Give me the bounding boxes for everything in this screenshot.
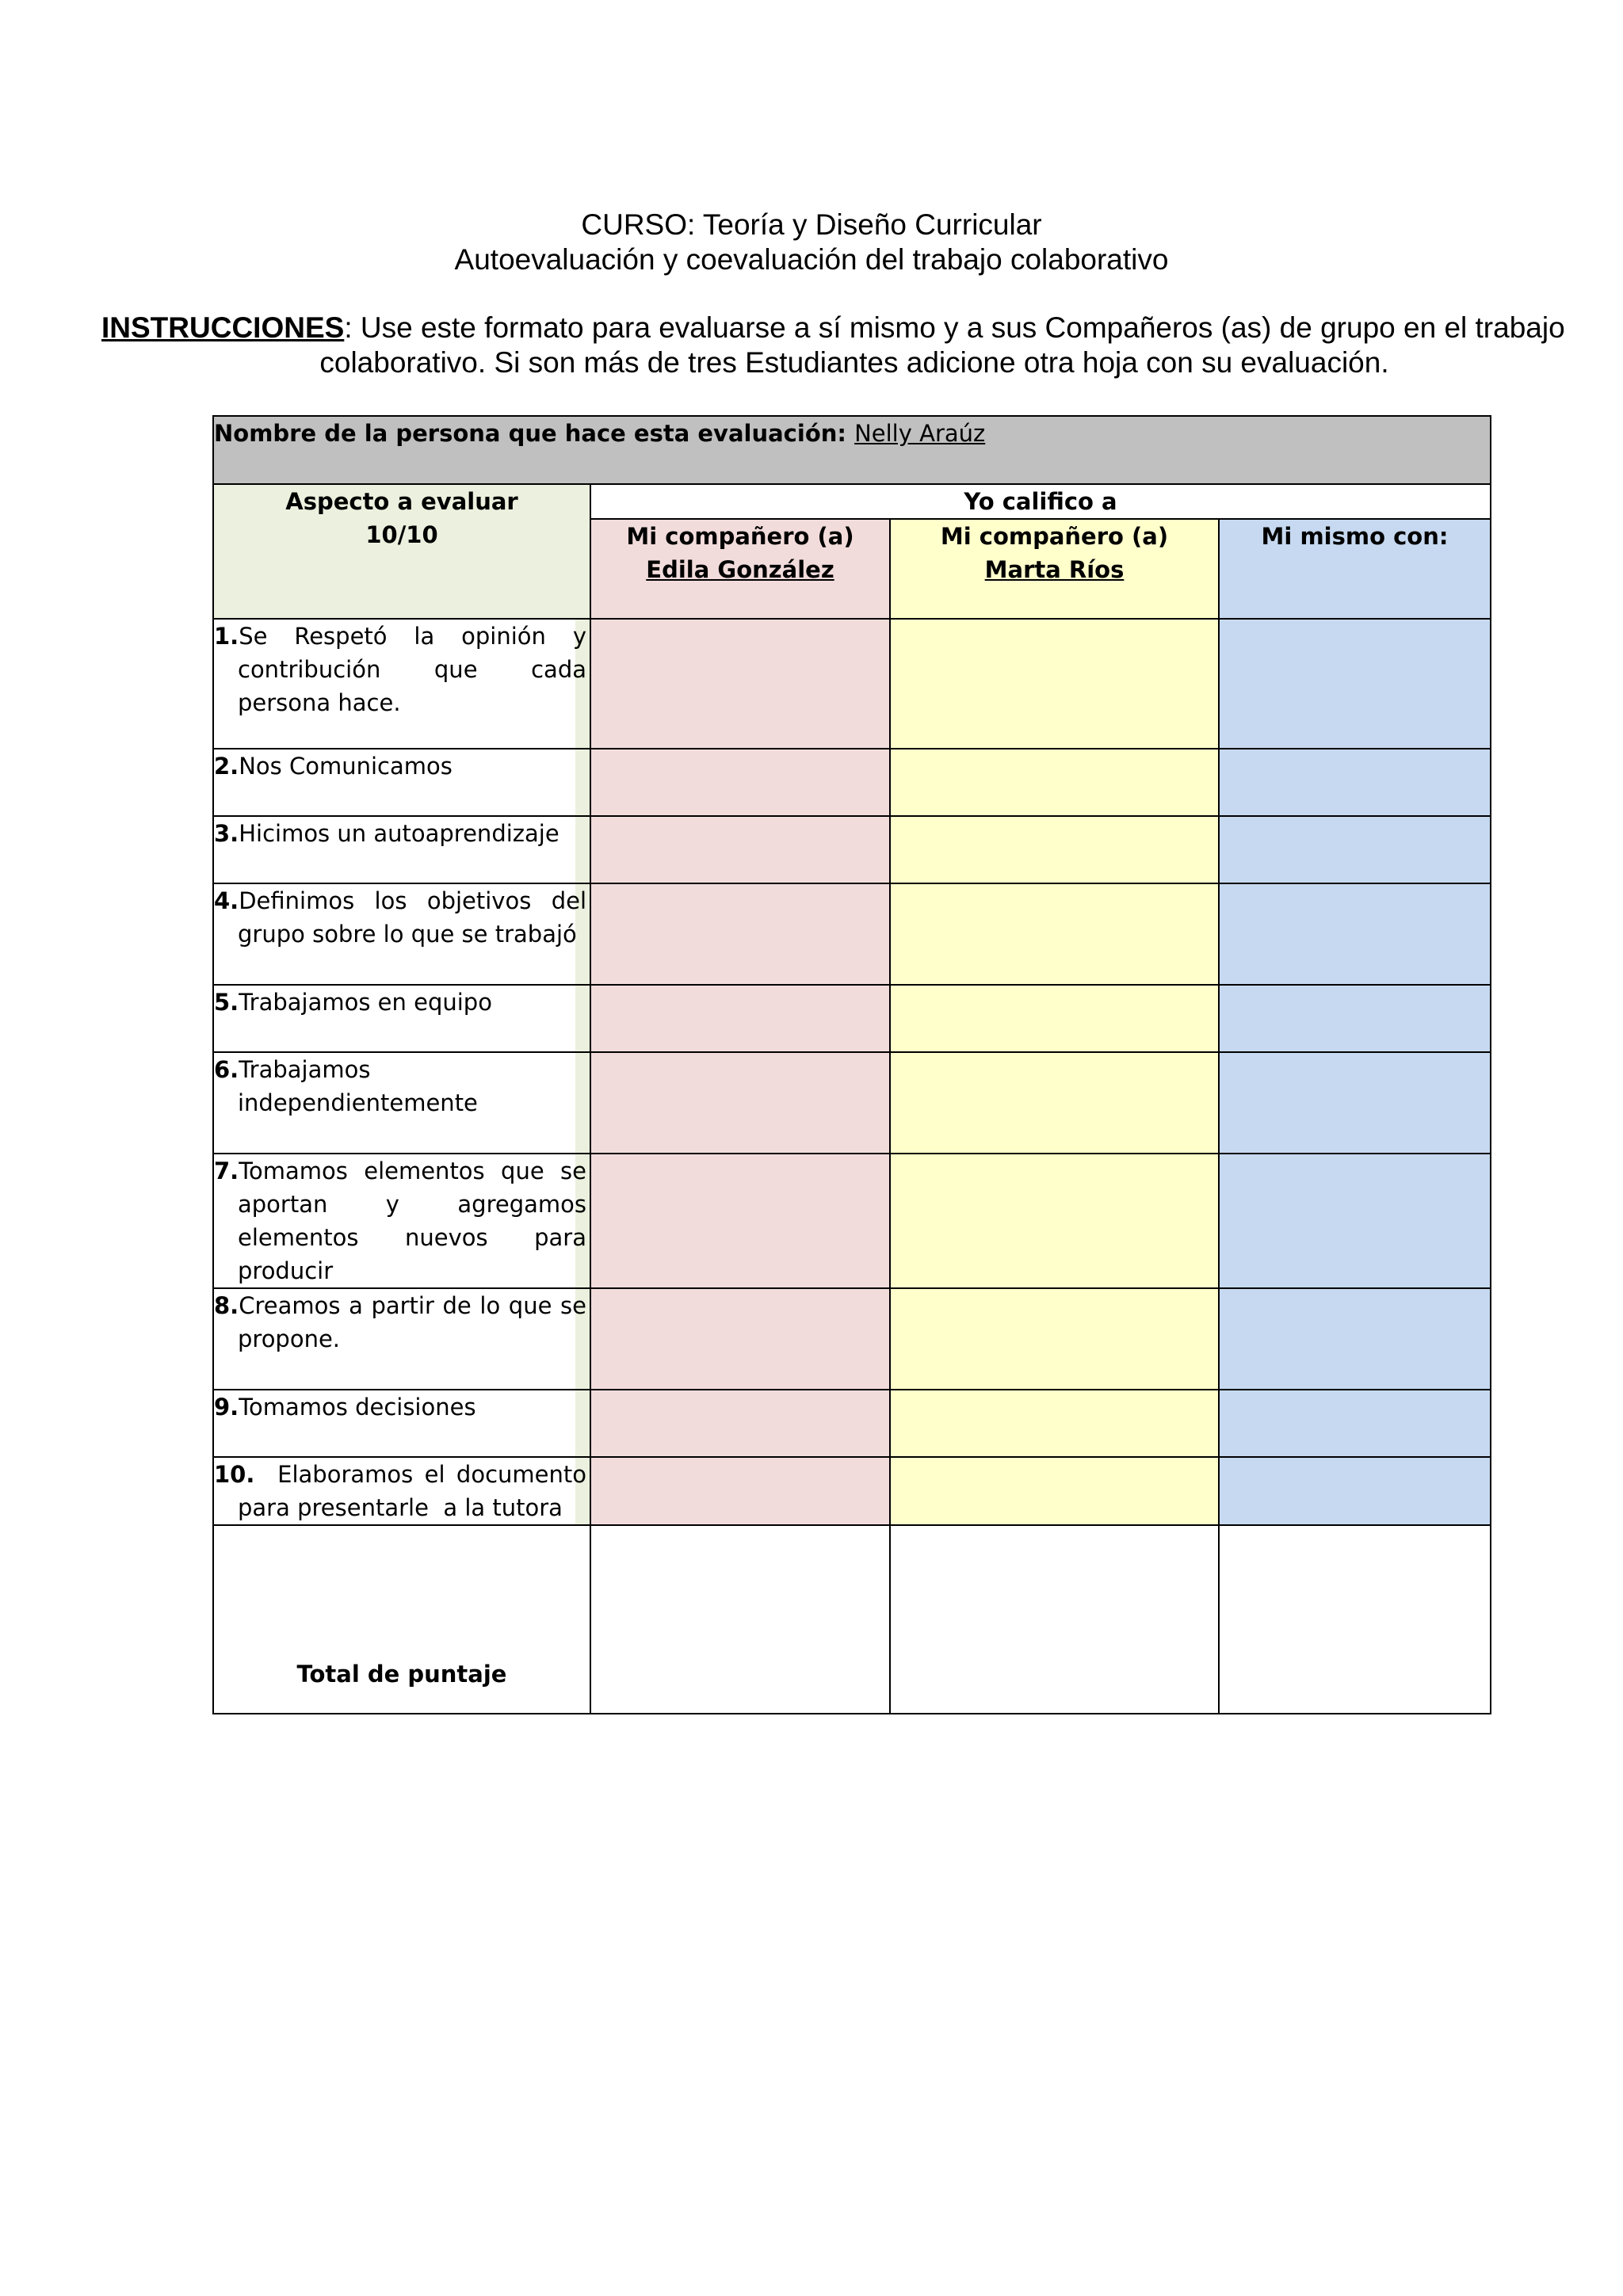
score-cell-peer-1[interactable]: [590, 985, 890, 1052]
score-cell-peer-2[interactable]: [890, 816, 1219, 883]
aspect-text: Creamos a partir de lo que se propone.: [238, 1292, 586, 1352]
document-header: [0, 208, 1623, 277]
header-row-1: [213, 484, 1491, 519]
table-row: 4.Definimos los objetivos del grupo sobre lo que se trabajó: [213, 883, 1491, 985]
column-label: Mi compañero (a): [940, 523, 1169, 550]
aspect-text: Definimos los objetivos del grupo sobre lo que se trabajó: [238, 887, 586, 948]
column-label: Mi compañero (a): [626, 523, 854, 550]
evaluator-name-row: Nombre de la persona que hace esta evaluación: Nelly Araúz: [213, 416, 1491, 484]
instructions-text-line1: : Use este formato para evaluarse a sí mismo y a sus Compañeros (as) de grupo en el trabajo: [344, 311, 1565, 344]
table-row: 2.Nos Comunicamos: [213, 749, 1491, 816]
aspect-text: Elaboramos el documento para presentarle a la tutora: [238, 1461, 594, 1521]
table-row: 10. Elaboramos el documento para presentarle a la tutora: [213, 1457, 1491, 1525]
table-row: 7.Tomamos elementos que se aportan y agregamos elementos nuevos para producir: [213, 1154, 1491, 1288]
score-cell-self[interactable]: [1219, 1390, 1491, 1457]
evaluation-table: [212, 415, 1491, 1714]
score-cell-peer-1[interactable]: [590, 1457, 890, 1525]
score-cell-self[interactable]: [1219, 1288, 1491, 1390]
score-cell-peer-2[interactable]: [890, 1390, 1219, 1457]
score-cell-peer-1[interactable]: [590, 619, 890, 749]
peer-name: Edila González: [646, 556, 834, 583]
score-cell-peer-1[interactable]: [590, 1154, 890, 1288]
evaluator-name-label: Nombre de la persona que hace esta evaluación: [214, 420, 838, 447]
aspect-header-scale: 10/10: [365, 521, 438, 548]
score-cell-peer-1[interactable]: [590, 1390, 890, 1457]
instructions-label: INSTRUCCIONES: [101, 311, 345, 344]
document-subtitle: Autoevaluación y coevaluación del trabajo colaborativo: [454, 243, 1169, 276]
peer-name: Marta Ríos: [984, 556, 1125, 583]
aspect-text: Nos Comunicamos: [239, 753, 453, 780]
score-cell-self[interactable]: [1219, 1457, 1491, 1525]
score-cell-self[interactable]: [1219, 883, 1491, 985]
evaluator-name-value: Nelly Araúz: [854, 420, 986, 447]
score-cell-peer-2[interactable]: [890, 619, 1219, 749]
aspect-header-title: Aspecto a evaluar: [285, 488, 518, 515]
total-cell-self[interactable]: [1219, 1525, 1491, 1714]
score-cell-self[interactable]: [1219, 749, 1491, 816]
table-row: 5.Trabajamos en equipo: [213, 985, 1491, 1052]
score-cell-peer-2[interactable]: [890, 1154, 1219, 1288]
score-cell-self[interactable]: [1219, 816, 1491, 883]
score-cell-peer-2[interactable]: [890, 985, 1219, 1052]
instructions: [101, 311, 1607, 380]
column-header-peer-1: [590, 519, 890, 619]
score-cell-peer-2[interactable]: [890, 749, 1219, 816]
table-row: 9.Tomamos decisiones: [213, 1390, 1491, 1457]
score-cell-peer-1[interactable]: [590, 749, 890, 816]
score-cell-peer-1[interactable]: [590, 1288, 890, 1390]
column-header-peer-2: [890, 519, 1219, 619]
score-cell-self[interactable]: [1219, 619, 1491, 749]
score-cell-self[interactable]: [1219, 1154, 1491, 1288]
total-cell-peer-1[interactable]: [590, 1525, 890, 1714]
total-cell-peer-2[interactable]: [890, 1525, 1219, 1714]
instructions-text-line2: colaborativo. Si son más de tres Estudiantes adicione otra hoja con su evaluación.: [319, 346, 1389, 379]
score-cell-self[interactable]: [1219, 1052, 1491, 1154]
aspect-text: Hicimos un autoaprendizaje: [239, 820, 559, 847]
score-cell-peer-2[interactable]: [890, 1052, 1219, 1154]
aspect-text: Tomamos decisiones: [239, 1394, 476, 1421]
table-row: 1.Se Respetó la opinión y contribución que cada persona hace.: [213, 619, 1491, 749]
column-label: Mi mismo con:: [1261, 523, 1449, 550]
aspect-header: [213, 484, 590, 619]
table-row: 6.Trabajamos independientemente: [213, 1052, 1491, 1154]
aspect-text: Trabajamos en equipo: [239, 989, 492, 1016]
score-cell-peer-1[interactable]: [590, 816, 890, 883]
course-title: CURSO: Teoría y Diseño Curricular: [581, 208, 1042, 241]
aspect-text: Trabajamos independientemente: [238, 1056, 478, 1116]
column-header-self: [1219, 519, 1491, 619]
group-header: Yo califico a: [590, 484, 1491, 519]
score-cell-peer-1[interactable]: [590, 883, 890, 985]
aspect-text: Tomamos elementos que se aportan y agregamos elementos nuevos para producir: [238, 1158, 586, 1284]
aspect-text: Se Respetó la opinión y contribución que cada persona hace.: [238, 623, 586, 716]
score-cell-peer-2[interactable]: [890, 1288, 1219, 1390]
total-row: [213, 1525, 1491, 1714]
score-cell-peer-2[interactable]: [890, 1457, 1219, 1525]
table-row: 3.Hicimos un autoaprendizaje: [213, 816, 1491, 883]
score-cell-peer-1[interactable]: [590, 1052, 890, 1154]
score-cell-self[interactable]: [1219, 985, 1491, 1052]
total-label: Total de puntaje: [213, 1525, 590, 1714]
table-row: 8.Creamos a partir de lo que se propone.: [213, 1288, 1491, 1390]
score-cell-peer-2[interactable]: [890, 883, 1219, 985]
